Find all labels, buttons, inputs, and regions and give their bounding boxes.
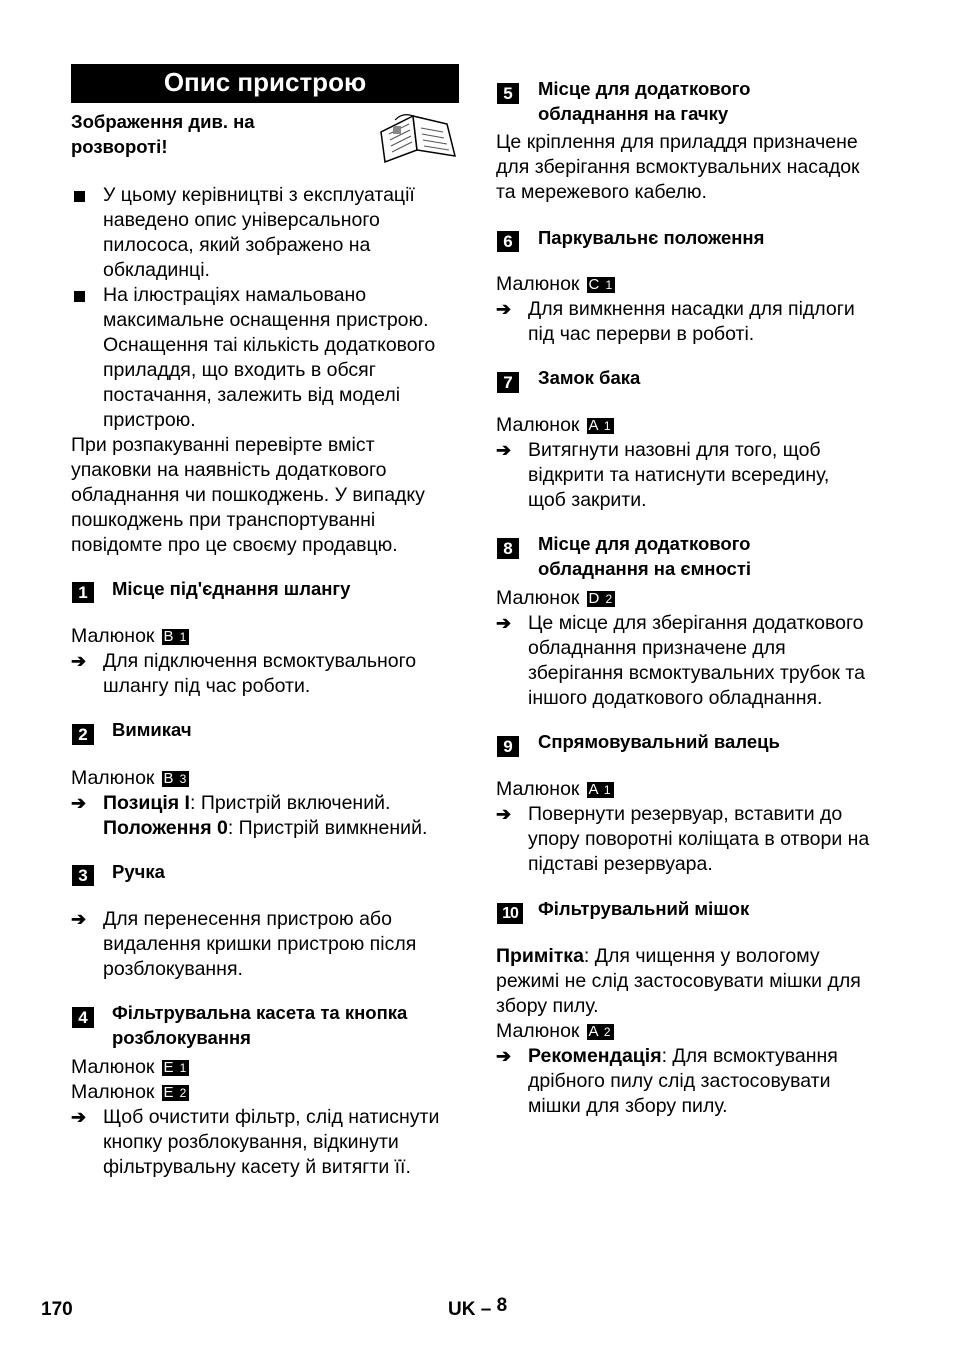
item-10-recommendation: мішки для збору пилу.: [528, 1095, 728, 1117]
item-number-badge: 6: [497, 231, 519, 252]
arrow-right-icon: ➔: [71, 909, 87, 929]
item-10-recommendation: Рекомендація: Для всмоктування: [528, 1045, 838, 1067]
see-images-line-1: Зображення див. на: [71, 111, 255, 132]
arrow-right-icon: ➔: [496, 299, 512, 319]
item-7-text: щоб закрити.: [528, 489, 647, 511]
arrow-right-icon: ➔: [496, 613, 512, 633]
page-title: Опис пристрою: [71, 64, 459, 103]
item-2-text: Позиція I: Пристрій включений.: [103, 792, 391, 814]
item-10-note: збору пилу.: [496, 995, 599, 1017]
item-number-badge: 4: [72, 1007, 94, 1028]
item-8-title: Місце для додаткового: [538, 533, 751, 554]
item-9-text: підставі резервуара.: [528, 853, 713, 875]
item-1-title: Місце під'єднання шлангу: [112, 578, 351, 599]
item-number-badge: 1: [72, 582, 94, 603]
arrow-right-icon: ➔: [496, 440, 512, 460]
arrow-right-icon: ➔: [496, 804, 512, 824]
item-10-note: режимі не слід застосовувати мішки для: [496, 970, 861, 992]
figure-reference: Малюнок B 1: [71, 625, 188, 647]
item-1-text: шлангу під час роботи.: [103, 675, 311, 697]
item-number-badge: 10: [497, 903, 523, 924]
item-4-title: розблокування: [112, 1027, 251, 1048]
item-3-title: Ручка: [112, 861, 165, 882]
bullet-2-line-3: Оснащення таі кількість додаткового: [103, 334, 436, 356]
item-5-text: та мережевого кабелю.: [496, 181, 707, 203]
intro-paragraph-line: упаковки на наявність додаткового: [71, 459, 387, 481]
item-8-text: обладнання призначене для: [528, 637, 786, 659]
language-code: UK – 8: [448, 1295, 508, 1320]
figure-tag: B 3: [163, 770, 188, 787]
item-2-title: Вимикач: [112, 719, 192, 740]
item-8-title: обладнання на ємності: [538, 558, 752, 579]
item-6-text: Для вимкнення насадки для підлоги: [528, 298, 855, 320]
item-4-text: кнопку розблокування, відкинути: [103, 1131, 399, 1153]
arrow-right-icon: ➔: [71, 651, 87, 671]
figure-tag: B 1: [163, 628, 188, 645]
item-5-title: обладнання на гачку: [538, 103, 729, 124]
item-10-recommendation: дрібного пилу слід застосовувати: [528, 1070, 831, 1092]
figure-tag: A 2: [588, 1023, 612, 1040]
bullet-2-line-6: пристрою.: [103, 409, 196, 431]
figure-tag: A 1: [588, 417, 612, 434]
item-2-text: Положення 0: Пристрій вимкнений.: [103, 817, 428, 839]
item-5-text: для зберігання всмоктувальних насадок: [496, 156, 860, 178]
bullet-2-line-1: На ілюстраціях намальовано: [103, 284, 367, 306]
bullet-marker: [74, 291, 85, 302]
bullet-2-line-4: приладдя, що входить в обсяг: [103, 359, 376, 381]
arrow-right-icon: ➔: [496, 1046, 512, 1066]
item-7-text: Витягнути назовні для того, щоб: [528, 439, 821, 461]
see-images-line-2: розвороті!: [71, 136, 168, 157]
arrow-right-icon: ➔: [71, 793, 87, 813]
item-number-badge: 9: [497, 736, 519, 757]
intro-paragraph-line: обладнання чи пошкоджень. У випадку: [71, 484, 425, 506]
item-8-text: Це місце для зберігання додаткового: [528, 612, 864, 634]
item-3-text: видалення кришки пристрою після: [103, 933, 417, 955]
item-9-text: упору поворотні коліщата в отвори на: [528, 828, 870, 850]
item-4-text: фільтрувальну касету й витягти її.: [103, 1156, 411, 1178]
item-9-text: Повернути резервуар, вставити до: [528, 803, 843, 825]
item-number-badge: 7: [497, 372, 519, 393]
item-5-text: Це кріплення для приладдя призначене: [496, 131, 858, 153]
figure-tag: D 2: [588, 590, 614, 607]
item-10-title: Фільтрувальний мішок: [538, 898, 750, 919]
item-4-text: Щоб очистити фільтр, слід натиснути: [103, 1106, 440, 1128]
figure-reference: Малюнок E 1: [71, 1056, 188, 1078]
item-7-title: Замок бака: [538, 367, 641, 388]
item-4-title: Фільтрувальна касета та кнопка: [112, 1002, 408, 1023]
item-3-text: розблокування.: [103, 958, 243, 980]
item-8-text: іншого додаткового обладнання.: [528, 687, 823, 709]
arrow-right-icon: ➔: [71, 1107, 87, 1127]
item-6-text: під час перерви в роботі.: [528, 323, 755, 345]
item-5-title: Місце для додаткового: [538, 78, 751, 99]
bullet-1-line-2: наведено опис універсального: [103, 209, 380, 231]
figure-reference: Малюнок A 1: [496, 778, 612, 800]
figure-reference: Малюнок A 1: [496, 414, 612, 436]
bullet-2-line-2: максимальне оснащення пристрою.: [103, 309, 429, 331]
figure-reference: Малюнок A 2: [496, 1020, 612, 1042]
intro-paragraph-line: пошкоджень при транспортуванні: [71, 509, 376, 531]
bullet-2-line-5: постачання, залежить від моделі: [103, 384, 401, 406]
bullet-1-line-3: пилососа, який зображено на: [103, 234, 371, 256]
bullet-marker: [74, 191, 85, 202]
item-number-badge: 2: [72, 724, 94, 745]
item-number-badge: 8: [497, 538, 519, 559]
item-9-title: Спрямовувальний валець: [538, 731, 780, 752]
item-7-text: відкрити та натиснути всередину,: [528, 464, 830, 486]
figure-reference: Малюнок E 2: [71, 1081, 188, 1103]
bullet-1-line-4: обкладинці.: [103, 259, 210, 281]
item-1-text: Для підключення всмоктувального: [103, 650, 417, 672]
item-3-text: Для перенесення пристрою або: [103, 908, 392, 930]
figure-reference: Малюнок D 2: [496, 587, 614, 609]
open-book-icon: [377, 110, 459, 164]
item-number-badge: 5: [497, 83, 519, 104]
figure-tag: A 1: [588, 781, 612, 798]
item-6-title: Паркувальнє положення: [538, 227, 765, 248]
figure-tag: E 2: [163, 1084, 188, 1101]
item-10-note: Примітка: Для чищення у вологому: [496, 945, 820, 967]
figure-reference: Малюнок B 3: [71, 767, 188, 789]
item-8-text: зберігання всмоктувальних трубок та: [528, 662, 865, 684]
figure-reference: Малюнок C 1: [496, 273, 614, 295]
item-number-badge: 3: [72, 865, 94, 886]
figure-tag: C 1: [588, 276, 614, 293]
bullet-1-line-1: У цьому керівництві з експлуатації: [103, 184, 415, 206]
intro-paragraph-line: При розпакуванні перевірте вміст: [71, 434, 375, 456]
page-number: 170: [41, 1299, 73, 1320]
figure-tag: E 1: [163, 1059, 188, 1076]
intro-paragraph-line: повідомте про це своєму продавцю.: [71, 534, 398, 556]
